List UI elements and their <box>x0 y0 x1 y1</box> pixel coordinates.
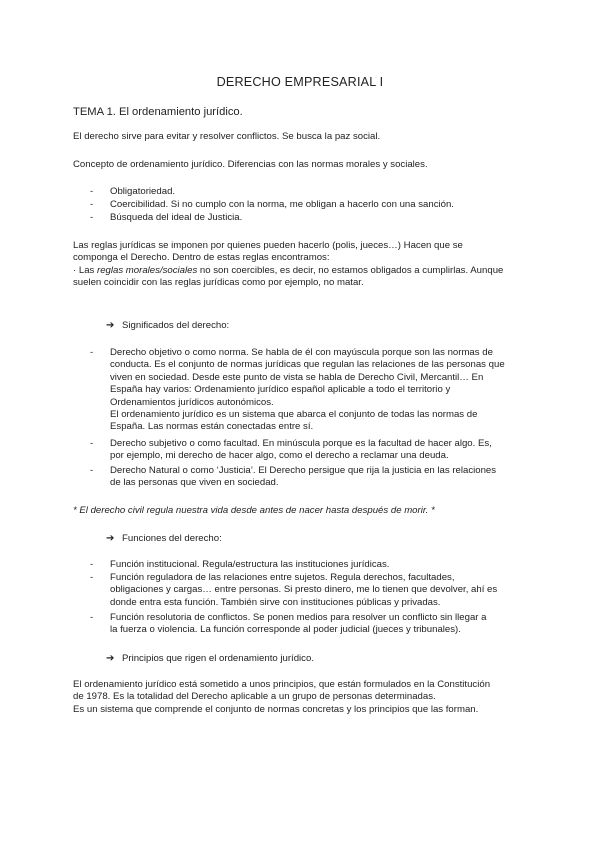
heading-text: Significados del derecho: <box>122 320 230 331</box>
arrow-icon: ➔ <box>106 533 115 544</box>
text-line: donde entra esta función. También sirve con instituciones públicas y privadas. <box>110 596 441 608</box>
text-line: Ordenamientos jurídicos autonómicos. <box>110 396 274 408</box>
text-line: El ordenamiento jurídico es un sistema que abarca el conjunto de todas las normas de <box>110 409 478 421</box>
arrow-icon: ➔ <box>106 653 115 664</box>
text-line: componga el Derecho. Dentro de estas reglas encontramos: <box>73 252 330 264</box>
text-line: Función institucional. Regula/estructura las instituciones jurídicas. <box>110 559 390 570</box>
dash-marker: - <box>90 347 94 358</box>
list-item-text <box>110 438 530 463</box>
text-line: de las personas que viven en sociedad. <box>110 477 279 489</box>
text-line: Las reglas jurídicas se imponen por quienes pueden hacerlo (polis, jueces…) Hacen que se <box>73 240 463 251</box>
list-item-text <box>110 612 530 637</box>
dash-marker: - <box>90 612 94 623</box>
text-line: Derecho objetivo o como norma. Se habla de él con mayúscula porque son las normas de <box>110 347 493 358</box>
dash-marker: - <box>90 212 94 223</box>
list-item-text: Búsqueda del ideal de Justicia. <box>110 212 243 223</box>
list-item-text <box>110 465 530 490</box>
dash-marker: - <box>90 572 94 583</box>
dash-marker: - <box>90 186 94 197</box>
emphasis-text: reglas morales/sociales <box>97 264 198 276</box>
list-item-text <box>110 572 530 609</box>
text-line: Función reguladora de las relaciones entre sujetos. Regula derechos, facultades, <box>110 572 455 583</box>
text-line: Es un sistema que comprende el conjunto de normas concretas y los principios que las forman. <box>73 703 479 715</box>
text-line: Función resolutoria de conflictos. Se ponen medios para resolver un conflicto sin llegar a <box>110 612 487 623</box>
text-line: suelen coincidir con las reglas jurídicas como por ejemplo, no matar. <box>73 277 364 289</box>
text-line: obligaciones y cargas… entre personas. Si presto dinero, me lo tienen que devolver, ahí es <box>110 584 498 596</box>
text-line: viven en sociedad. Desde este punto de vista se habla de Derecho Civil, Mercantil… En <box>110 371 484 383</box>
dash-marker: - <box>90 465 94 476</box>
concept-paragraph: Concepto de ordenamiento jurídico. Diferencias con las normas morales y sociales. <box>73 159 428 170</box>
text-line <box>73 265 533 277</box>
text-line: España hay varios: Ordenamiento jurídico español aplicable a todo el territorio y <box>110 384 451 396</box>
italic-note: * El derecho civil regula nuestra vida desde antes de nacer hasta después de morir. * <box>73 505 435 516</box>
rules-paragraph <box>73 240 533 290</box>
text-line: conducta. Es el conjunto de normas jurídicas que regulan las relaciones de las personas que <box>110 359 505 371</box>
dash-marker: - <box>90 559 94 570</box>
list-item-text <box>110 347 530 434</box>
heading-text: Principios que rigen el ordenamiento jurídico. <box>122 653 314 664</box>
text-run: · Las <box>73 264 97 276</box>
list-item-text: Coercibilidad. Si no cumplo con la norma, me obligan a hacerlo con una sanción. <box>110 199 454 210</box>
text-line: El ordenamiento jurídico está sometido a unos principios, que están formulados en la Constitución <box>73 679 491 690</box>
text-line: por ejemplo, mi derecho de hacer algo, como el derecho a reclamar una deuda. <box>110 450 449 462</box>
dash-marker: - <box>90 438 94 449</box>
text-line: de 1978. Es la totalidad del Derecho aplicable a un grupo de personas determinadas. <box>73 691 436 703</box>
heading-text: Funciones del derecho: <box>122 533 222 544</box>
final-paragraph <box>73 679 553 716</box>
section-subtitle: TEMA 1. El ordenamiento jurídico. <box>73 106 243 118</box>
text-line: Derecho subjetivo o como facultad. En minúscula porque es la facultad de hacer algo. Es, <box>110 438 492 449</box>
text-line: la fuerza o violencia. La función corresponde al poder judicial (jueces y tribunales). <box>110 624 461 636</box>
text-line: España. Las normas están conectadas entre sí. <box>110 421 314 433</box>
intro-paragraph: El derecho sirve para evitar y resolver conflictos. Se busca la paz social. <box>73 131 381 142</box>
text-line: Derecho Natural o como ‘Justicia’. El Derecho persigue que rija la justicia en las relaciones <box>110 465 497 476</box>
dash-marker: - <box>90 199 94 210</box>
document-title: DERECHO EMPRESARIAL I <box>216 75 384 89</box>
text-run: no son coercibles, es decir, no estamos obligados a cumplirlas. Aunque <box>197 264 504 276</box>
arrow-icon: ➔ <box>106 320 115 331</box>
list-item-text <box>110 559 530 571</box>
list-item-text: Obligatoriedad. <box>110 186 176 197</box>
